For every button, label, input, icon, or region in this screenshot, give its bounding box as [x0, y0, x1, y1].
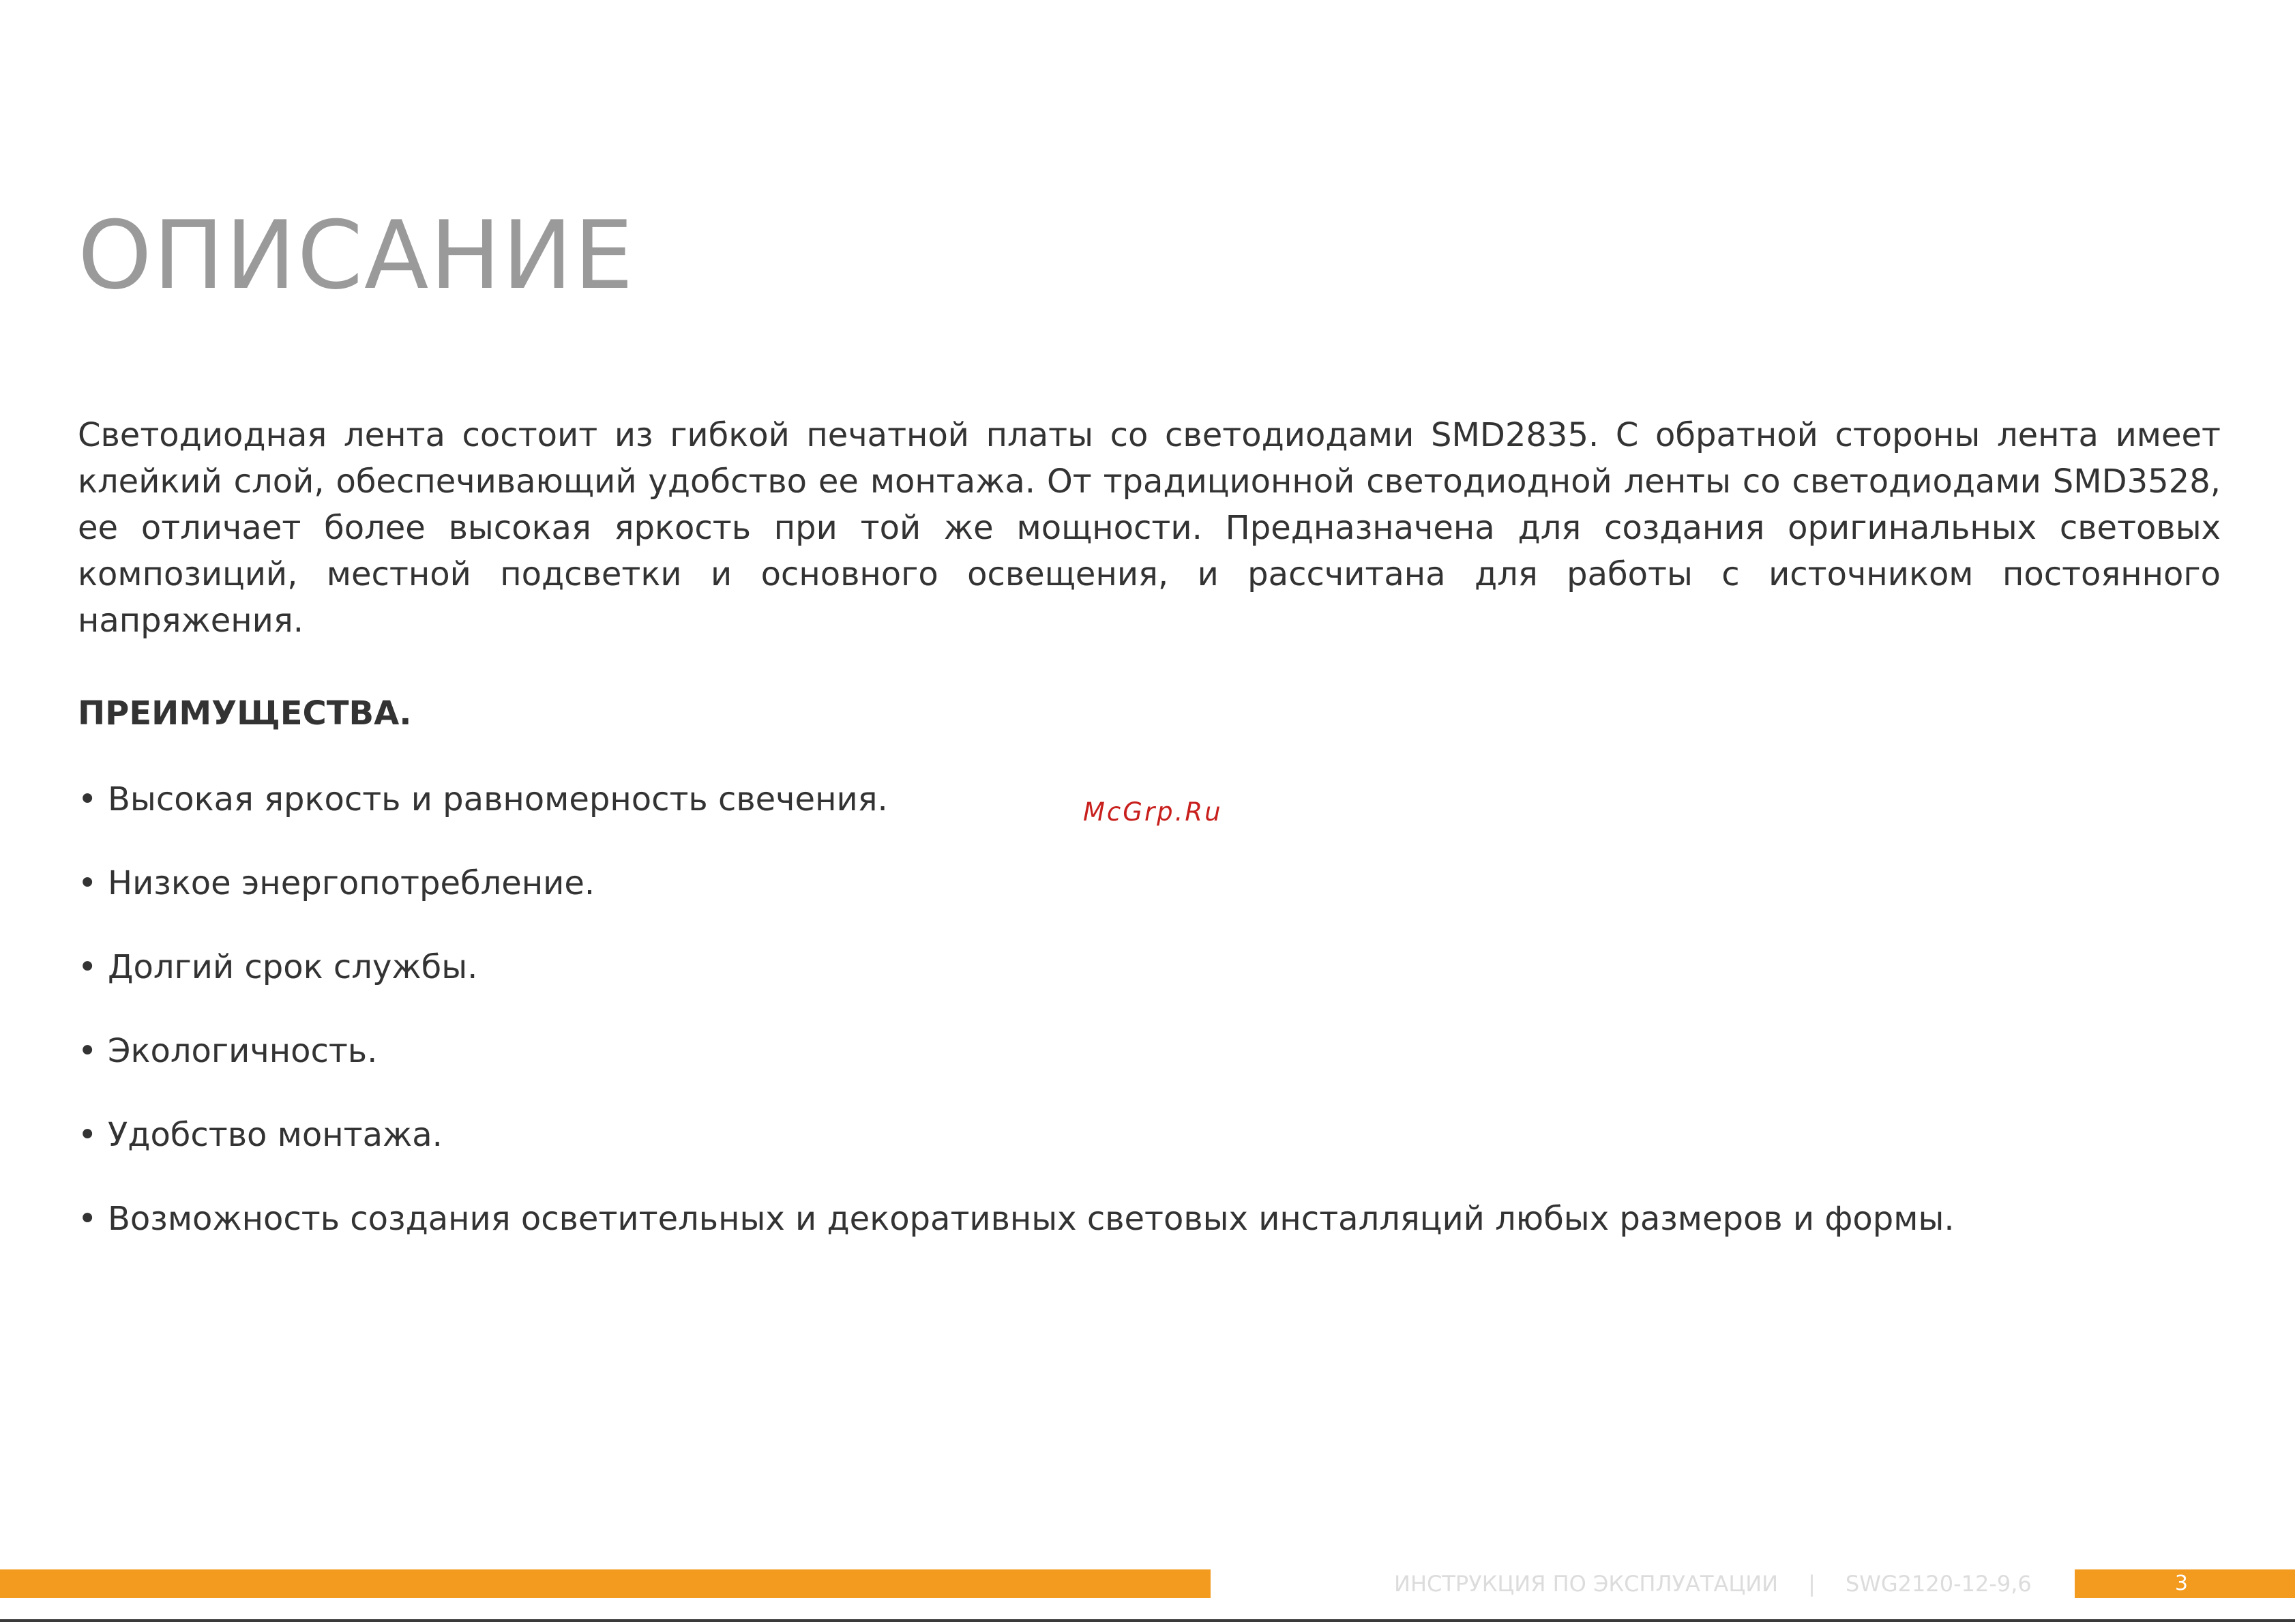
list-item-text: Долгий срок службы. — [108, 948, 478, 986]
footer-separator: | — [1808, 1571, 1816, 1597]
page-number: 3 — [2174, 1571, 2188, 1595]
page-title: ОПИСАНИЕ — [78, 201, 635, 310]
advantages-list — [78, 776, 2226, 1280]
footer-model: SWG2120-12-9,6 — [1845, 1571, 2032, 1597]
list-item-text: Удобство монтажа. — [108, 1116, 443, 1154]
list-item — [78, 860, 2226, 944]
bullet-icon: • — [78, 1200, 98, 1238]
list-item — [78, 1112, 2226, 1196]
footer-caption — [1394, 1568, 2032, 1599]
list-item-text: Экологичность. — [108, 1032, 378, 1070]
list-item — [78, 1196, 2226, 1280]
bullet-icon: • — [78, 780, 98, 818]
list-item — [78, 1028, 2226, 1112]
watermark-text: McGrp.Ru — [1083, 797, 1223, 827]
bottom-divider — [0, 1619, 2295, 1622]
list-item-text: Низкое энергопотребление. — [108, 864, 595, 902]
advantages-heading: ПРЕИМУЩЕСТВА. — [78, 694, 412, 733]
footer-accent-bar-left — [0, 1569, 1211, 1598]
bullet-icon: • — [78, 1032, 98, 1070]
footer-doc-type: ИНСТРУКЦИЯ ПО ЭКСПЛУАТАЦИИ — [1394, 1571, 1779, 1597]
list-item-text: Высокая яркость и равномерность свечения. — [108, 780, 888, 818]
list-item — [78, 944, 2226, 1028]
bullet-icon: • — [78, 864, 98, 902]
bullet-icon: • — [78, 1116, 98, 1154]
description-paragraph: Светодиодная лента состоит из гибкой печатной платы со светодиодами SMD2835. С обратной стороны лента имеет клейкий слой, обеспечивающий удобство ее монтажа. От традиционной светодиодной ленты со светодиодами SMD3528, ее отличает более высокая яркость при той же мощности. Предназначена для создания оригинальных световых композиций, местной подсветки и основного освещения, и рассчитана для работы с источником постоянного напряжения. — [78, 416, 2221, 640]
list-item-text: Возможность создания осветительных и декоративных световых инсталляций любых размеров и формы. — [108, 1200, 1955, 1238]
bullet-icon: • — [78, 948, 98, 986]
